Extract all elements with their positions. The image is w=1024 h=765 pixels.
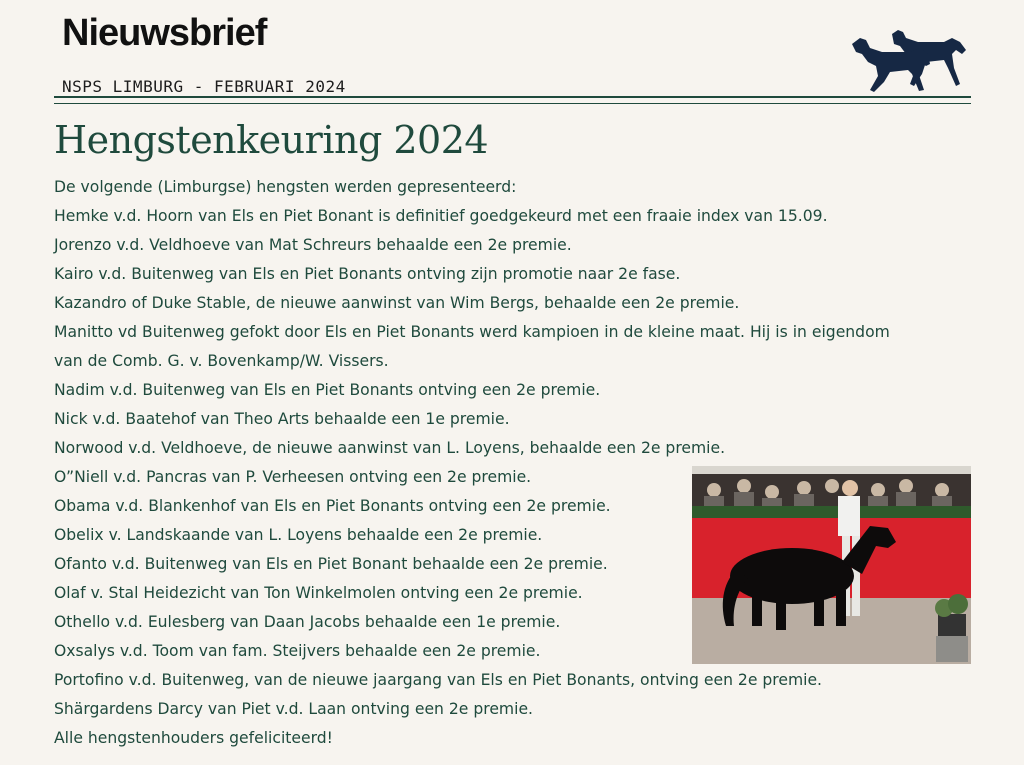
article-line: Obelix v. Landskaande van L. Loyens behaalde een 2e premie.: [54, 526, 543, 544]
article-line: Kairo v.d. Buitenweg van Els en Piet Bonants ontving zijn promotie naar 2e fase.: [54, 265, 681, 283]
article-line: van de Comb. G. v. Bovenkamp/W. Vissers.: [54, 352, 389, 370]
newsletter-title: Nieuwsbrief: [62, 12, 267, 54]
article-line: Othello v.d. Eulesberg van Daan Jacobs behaalde een 1e premie.: [54, 613, 561, 631]
article-line: Obama v.d. Blankenhof van Els en Piet Bonants ontving een 2e premie.: [54, 497, 611, 515]
article-line: De volgende (Limburgse) hengsten werden gepresenteerd:: [54, 178, 517, 196]
article-line: Nadim v.d. Buitenweg van Els en Piet Bonants ontving een 2e premie.: [54, 381, 601, 399]
header-rule-bottom: [54, 103, 971, 104]
header-rule-top: [54, 96, 971, 98]
article-line: Nick v.d. Baatehof van Theo Arts behaalde een 1e premie.: [54, 410, 510, 428]
article-body: [54, 173, 989, 753]
black-pony-photo: [692, 466, 971, 664]
article-line: Oxsalys v.d. Toom van fam. Steijvers behaalde een 2e premie.: [54, 642, 541, 660]
article-line: Kazandro of Duke Stable, de nieuwe aanwinst van Wim Bergs, behaalde een 2e premie.: [54, 294, 740, 312]
article-line: Shärgardens Darcy van Piet v.d. Laan ontving een 2e premie.: [54, 700, 533, 718]
article-line: Olaf v. Stal Heidezicht van Ton Winkelmolen ontving een 2e premie.: [54, 584, 583, 602]
article-line: Portofino v.d. Buitenweg, van de nieuwe jaargang van Els en Piet Bonants, ontving een 2e premie.: [54, 671, 823, 689]
article-line: O”Niell v.d. Pancras van P. Verheesen ontving een 2e premie.: [54, 468, 532, 486]
article-line: Hemke v.d. Hoorn van Els en Piet Bonant is definitief goedgekeurd met een fraaie index van 15.09.: [54, 207, 828, 225]
article-line: Norwood v.d. Veldhoeve, de nieuwe aanwinst van L. Loyens, behaalde een 2e premie.: [54, 439, 726, 457]
article-line: Jorenzo v.d. Veldhoeve van Mat Schreurs behaalde een 2e premie.: [54, 236, 572, 254]
article-heading: Hengstenkeuring 2024: [54, 118, 489, 162]
article-line: Alle hengstenhouders gefeliciteerd!: [54, 729, 333, 747]
two-horses-icon: [848, 24, 974, 94]
article-line: Ofanto v.d. Buitenweg van Els en Piet Bonant behaalde een 2e premie.: [54, 555, 608, 573]
article-line: Manitto vd Buitenweg gefokt door Els en Piet Bonants werd kampioen in de kleine maat. Hij is in eigendom: [54, 323, 890, 341]
newsletter-subtitle: NSPS LIMBURG - FEBRUARI 2024: [62, 77, 346, 96]
